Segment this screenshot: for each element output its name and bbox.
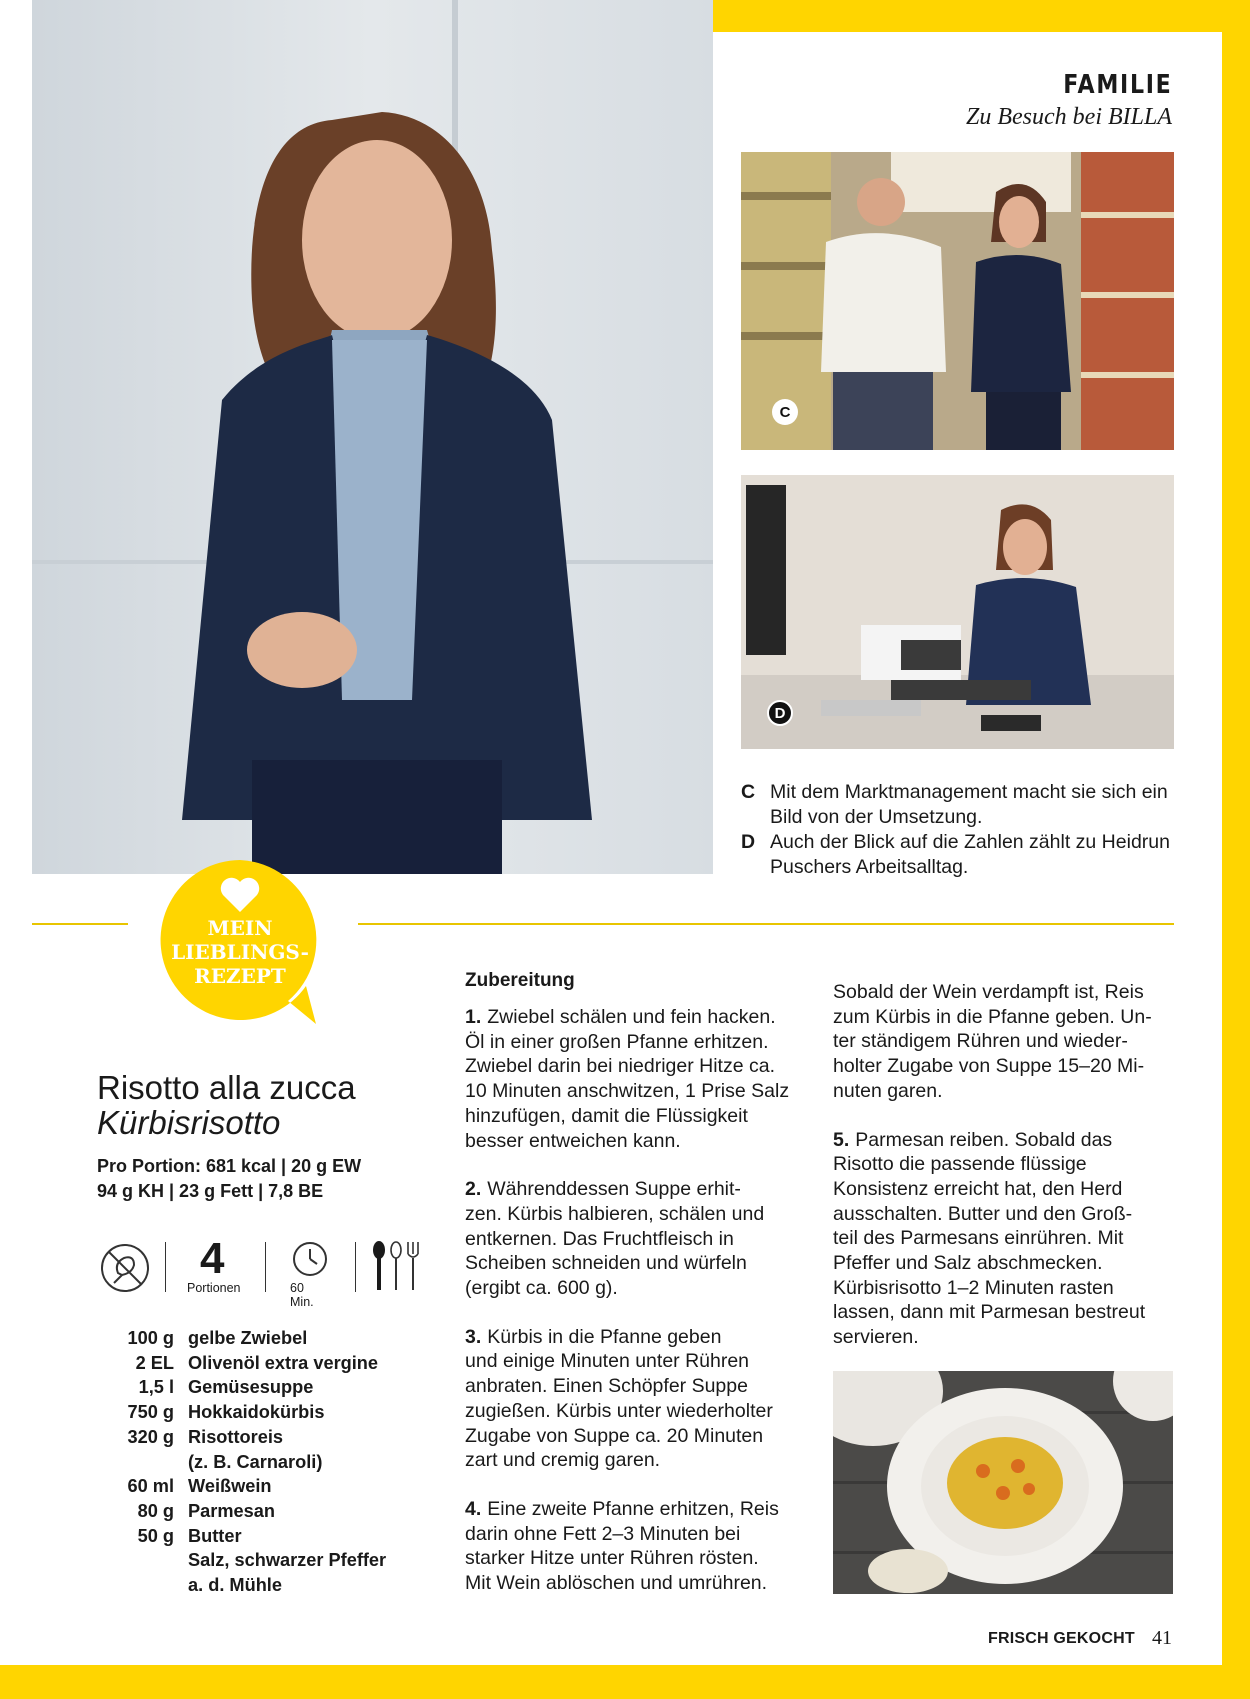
divider-line (32, 923, 128, 925)
ingredient-row (102, 1450, 386, 1475)
ingredient-row (102, 1326, 386, 1351)
ingredient-amount: 80 g (137, 1500, 174, 1521)
photo-label-d: D (767, 700, 793, 726)
ingredient-name: Olivenöl extra vergine (188, 1352, 379, 1373)
step-text: Kürbis in die Pfanne geben und einige Minuten unter Rühren anbraten. Einen Schöpfer Suppe zugießen. Kürbis unter wiederholter Zugabe von Suppe ca. 20 Minuten zart und cremig garen. (465, 1325, 773, 1472)
caption-letter: D (741, 831, 756, 853)
ingredient-row (102, 1474, 386, 1499)
step-number: 1. (465, 1006, 482, 1028)
caption-d (741, 830, 1181, 880)
portions-number: 4 (200, 1234, 225, 1283)
step-number: 5. (833, 1128, 850, 1151)
favorite-recipe-badge (156, 856, 324, 1024)
preparation-steps (465, 1005, 825, 1620)
step-text: Eine zweite Pfanne erhitzen, Reis darin ohne Fett 2–3 Minuten bei starker Hitze unter Rühren rösten. Mit Wein ablöschen und umrühren. (465, 1497, 779, 1595)
ingredient-row (102, 1375, 386, 1400)
nutrition-line: Pro Portion: 681 kcal | 20 g EW (97, 1156, 362, 1176)
ingredient-row (102, 1499, 386, 1524)
ingredient-name: Hokkaidokürbis (188, 1402, 325, 1423)
ingredient-amount (102, 1450, 188, 1475)
caption-letter: C (741, 781, 756, 803)
no-meat-icon (100, 1243, 150, 1293)
ingredient-list (102, 1326, 386, 1598)
ingredient-row (102, 1425, 386, 1450)
ingredient-amount: 2 EL (135, 1352, 174, 1373)
ingredient-name: a. d. Mühle (188, 1575, 282, 1596)
badge-text (156, 916, 324, 988)
heart-icon (219, 876, 261, 914)
step-text: Währenddessen Suppe erhit- zen. Kürbis halbieren, schälen und entkernen. Das Fruchtfleisch in Scheiben schneiden und würfeln (ergibt ca. 600 g). (465, 1178, 765, 1300)
section-subtitle: Zu Besuch bei BILLA (966, 104, 1172, 130)
ingredient-name: Butter (188, 1525, 242, 1546)
step-5 (833, 1128, 1183, 1350)
step-2 (465, 1177, 825, 1301)
page-number: 41 (1152, 1627, 1172, 1649)
ingredient-row (102, 1524, 386, 1549)
section-title: FAMILIE (1062, 70, 1172, 100)
badge-line: LIEBLINGS- (171, 940, 309, 964)
step-number: 4. (465, 1497, 482, 1520)
photo-captions (741, 780, 1181, 880)
ingredient-row (102, 1351, 386, 1376)
step-3 (465, 1325, 825, 1473)
preparation-steps-continued (833, 980, 1183, 1374)
photo-label-c: C (772, 399, 798, 425)
ingredient-amount (102, 1573, 188, 1598)
yellow-frame-right (1222, 0, 1250, 1699)
caption-text: Auch der Blick auf die Zahlen zählt zu Heidrun Puschers Arbeitsalltag. (770, 831, 1170, 878)
ingredient-name: gelbe Zwiebel (188, 1328, 308, 1348)
step-1 (465, 1005, 825, 1153)
portions-label: Portionen (187, 1281, 241, 1295)
separator (265, 1242, 266, 1292)
divider-line (358, 923, 1174, 925)
step-4 (465, 1497, 825, 1596)
risotto-photo (833, 1371, 1173, 1594)
step-4-continued: Sobald der Wein verdampft ist, Reis zum Kürbis in die Pfanne geben. Un- ter ständigem Rühren und wieder- holter Zugabe von Suppe 15–20 Mi- nuten garen. (833, 981, 1152, 1102)
ingredient-name: Weißwein (188, 1476, 272, 1497)
badge-line: REZEPT (194, 964, 286, 988)
caption-c (741, 780, 1181, 830)
ingredient-amount: 60 ml (127, 1476, 174, 1497)
cutlery-icon (370, 1240, 422, 1292)
badge-line: MEIN (207, 916, 273, 940)
ingredient-name: Salz, schwarzer Pfeffer (188, 1550, 387, 1571)
yellow-frame-top (712, 0, 1250, 32)
clock-icon (291, 1240, 329, 1278)
ingredient-name: Parmesan (188, 1500, 275, 1521)
step-text: Zwiebel schälen und fein hacken. Öl in einer großen Pfanne erhitzen. Zwiebel darin bei niedriger Hitze ca. 10 Minuten anschwitzen, 1 Prise Salz hinzufügen, damit die Flüssigkeit besser entweichen kann. (465, 1006, 790, 1152)
step-number: 3. (465, 1325, 482, 1348)
nutrition-line: 94 g KH | 23 g Fett | 7,8 BE (97, 1181, 324, 1201)
portrait-photo (32, 0, 713, 874)
step-number: 2. (465, 1178, 482, 1201)
ingredient-name: Risottoreis (188, 1426, 283, 1447)
recipe-title: Risotto alla zucca (97, 1069, 356, 1106)
ingredient-name: (z. B. Carnaroli) (188, 1451, 323, 1472)
caption-text: Mit dem Marktmanagement macht sie sich ein Bild von der Umsetzung. (770, 781, 1168, 828)
ingredient-row (102, 1573, 386, 1598)
separator (165, 1242, 166, 1292)
ingredient-amount: 1,5 l (138, 1377, 174, 1398)
ingredient-amount: 50 g (137, 1525, 174, 1546)
preparation-heading: Zubereitung (465, 970, 575, 991)
ingredient-row (102, 1400, 386, 1425)
ingredient-amount: 320 g (127, 1426, 174, 1447)
yellow-frame-bottom (0, 1665, 1250, 1699)
separator (355, 1242, 356, 1292)
time-label: 60 Min. (290, 1281, 314, 1309)
ingredient-name: Gemüsesuppe (188, 1377, 314, 1398)
ingredient-amount (102, 1548, 188, 1573)
store-photo (741, 152, 1174, 450)
ingredient-row (102, 1548, 386, 1573)
step-text: Parmesan reiben. Sobald das Risotto die passende flüssige Konsistenz erreicht hat, den Herd ausschalten. Butter und den Groß- teil des Parmesans einrühren. Mit Pfeffer und Salz abschmecken. Kürbisrisotto 1–2 Minuten rasten lassen, dann mit Parmesan bestreut servieren. (833, 1128, 1146, 1349)
magazine-brand: FRISCH GEKOCHT (988, 1630, 1135, 1647)
office-photo (741, 475, 1174, 749)
nutrition-info (97, 1154, 361, 1204)
recipe-subtitle: Kürbisrisotto (97, 1104, 281, 1141)
ingredient-amount: 750 g (127, 1402, 174, 1423)
ingredient-amount: 100 g (127, 1328, 174, 1348)
